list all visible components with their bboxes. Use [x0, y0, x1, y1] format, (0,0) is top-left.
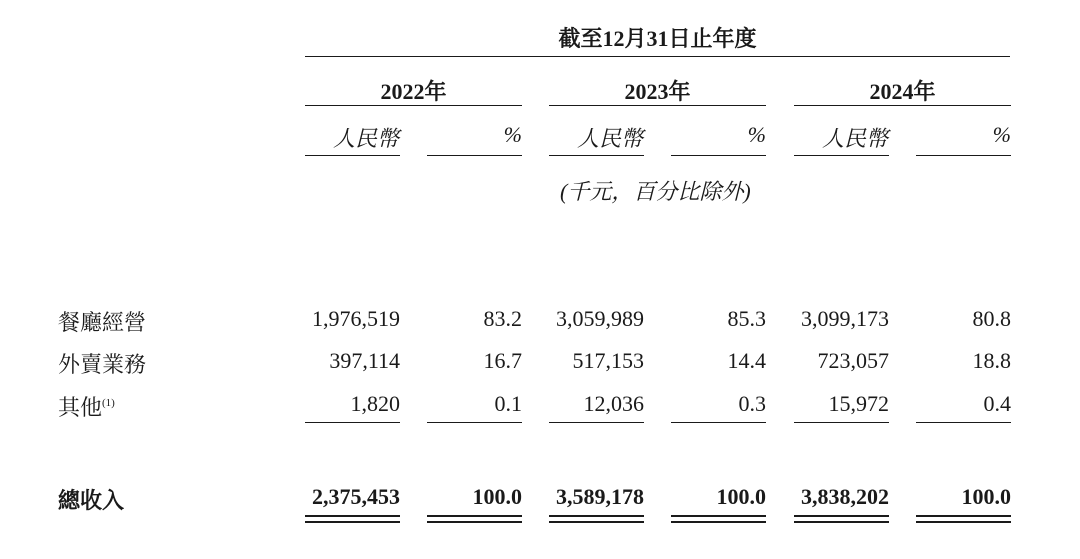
total-double-underline	[916, 515, 1011, 523]
total-cell: 100.0	[961, 484, 1011, 509]
subtotal-line	[305, 422, 400, 423]
table-cell: 15,972	[828, 391, 889, 416]
total-label: 總收入	[58, 488, 125, 513]
total-cell: 3,838,202	[801, 484, 889, 509]
table-cell: 14.4	[727, 348, 766, 373]
percent-label: %	[992, 122, 1011, 147]
row-label	[58, 391, 115, 422]
total-double-underline	[549, 515, 644, 523]
percent-label: %	[747, 122, 766, 147]
table-cell: 723,057	[817, 348, 889, 373]
year-header-2024: 2024年	[869, 79, 936, 104]
total-double-underline	[305, 515, 400, 523]
subtotal-line	[549, 422, 644, 423]
table-cell: 83.2	[483, 306, 522, 331]
total-cell: 3,589,178	[556, 484, 644, 509]
percent-label: %	[503, 122, 522, 147]
table-cell: 1,820	[350, 391, 400, 416]
footnote-marker: (1)	[102, 397, 115, 409]
subheader-underline	[671, 155, 766, 156]
total-double-underline	[794, 515, 889, 523]
table-cell: 0.3	[738, 391, 766, 416]
table-cell: 397,114	[329, 348, 400, 373]
year-header-2022: 2022年	[380, 79, 447, 104]
total-cell: 100.0	[716, 484, 766, 509]
table-cell: 0.1	[494, 391, 522, 416]
subtotal-line	[794, 422, 889, 423]
period-underline	[305, 56, 1010, 57]
table-cell: 3,099,173	[801, 306, 889, 331]
subheader-underline	[916, 155, 1011, 156]
table-cell: 85.3	[727, 306, 766, 331]
unit-note: (千元，百分比除外)	[560, 179, 751, 204]
year-underline-2024	[794, 105, 1011, 106]
total-cell: 100.0	[472, 484, 522, 509]
subheader-underline	[305, 155, 400, 156]
total-double-underline	[427, 515, 522, 523]
row-label: 餐廳經營	[58, 310, 147, 335]
table-cell: 80.8	[972, 306, 1011, 331]
subtotal-line	[916, 422, 1011, 423]
table-cell: 517,153	[572, 348, 644, 373]
total-double-underline	[671, 515, 766, 523]
table-cell: 12,036	[583, 391, 644, 416]
total-cell: 2,375,453	[312, 484, 400, 509]
currency-label: 人民幣	[577, 126, 644, 151]
table-cell: 1,976,519	[312, 306, 400, 331]
row-label-text: 其他	[58, 395, 103, 420]
subheader-underline	[427, 155, 522, 156]
table-cell: 0.4	[983, 391, 1011, 416]
year-underline-2022	[305, 105, 522, 106]
year-underline-2023	[549, 105, 766, 106]
currency-label: 人民幣	[822, 126, 889, 151]
subheader-underline	[794, 155, 889, 156]
subtotal-line	[671, 422, 766, 423]
table-cell: 18.8	[972, 348, 1011, 373]
table-cell: 3,059,989	[556, 306, 644, 331]
period-header: 截至12月31日止年度	[558, 26, 757, 51]
currency-label: 人民幣	[333, 126, 400, 151]
subheader-underline	[549, 155, 644, 156]
row-label: 外賣業務	[58, 352, 147, 377]
table-cell: 16.7	[483, 348, 522, 373]
subtotal-line	[427, 422, 522, 423]
year-header-2023: 2023年	[624, 79, 691, 104]
